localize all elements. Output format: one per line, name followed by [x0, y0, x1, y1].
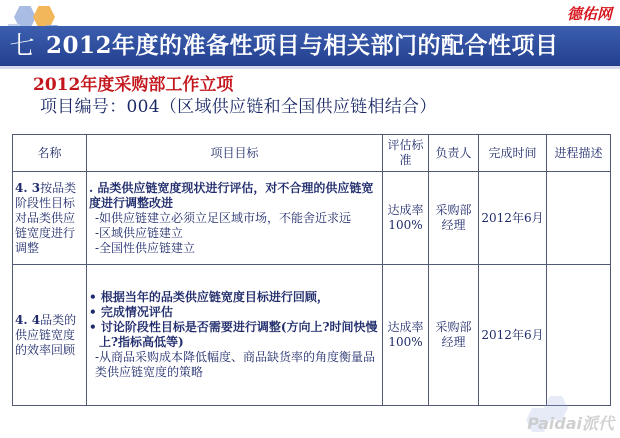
header-goal: 项目目标: [87, 135, 383, 172]
header-name: 名称: [13, 135, 87, 172]
row-eval: 达成率100%: [383, 172, 429, 265]
row-time: 2012年6月: [479, 172, 547, 265]
row-number: 4. 4: [15, 312, 41, 327]
banner-divider: [0, 66, 620, 69]
row-goal: [87, 265, 383, 406]
row-name-text: 品类的供应链宽度的效率回顾: [15, 312, 77, 357]
row-eval: 达成率100%: [383, 265, 429, 406]
row-owner: 采购部经理: [429, 172, 479, 265]
row-number: 4. 3: [15, 180, 41, 195]
decorative-hexagon: [33, 6, 55, 28]
header-progress: 进程描述: [547, 135, 611, 172]
header-owner: 负责人: [429, 135, 479, 172]
watermark: Paidai派代: [527, 414, 614, 433]
row-progress: [547, 172, 611, 265]
goal-main: . 品类供应链宽度现状进行评估，对不合理的供应链宽度进行调整改进: [89, 180, 374, 210]
goal-sub: -全国性供应链建立: [95, 240, 196, 255]
row-name: [13, 265, 87, 406]
table-row: [13, 172, 611, 265]
goal-sub: -从商品采购成本降低幅度、商品缺货率的角度衡量品类供应链宽度的策略: [95, 350, 376, 379]
goal-bullet: • 讨论阶段性目标是否需要进行调整(方向上?时间快慢上?指标高低等): [89, 320, 378, 349]
section-number: 七: [9, 31, 35, 60]
goal-bullet: • 完成情况评估: [89, 305, 173, 319]
table-row: [13, 265, 611, 406]
row-name: [13, 172, 87, 265]
goal-sub: -区域供应链建立: [95, 225, 184, 240]
row-time: 2012年6月: [479, 265, 547, 406]
goal-sub: -如供应链建立必须立足区域市场，不能舍近求远: [95, 210, 352, 225]
brand-logo: 德佑网: [566, 5, 612, 23]
row-name-text: 按品类阶段性目标对品类供应链宽度进行调整: [15, 180, 77, 255]
header-time: 完成时间: [479, 135, 547, 172]
header-eval: 评估标准: [383, 135, 429, 172]
section-subtitle: 2012年度采购部工作立项: [33, 75, 234, 95]
slide-title: 2012年度的准备性项目与相关部门的配合性项目: [46, 32, 559, 59]
row-goal: [87, 172, 383, 265]
goal-bullet: • 根据当年的品类供应链宽度目标进行回顾，: [89, 290, 329, 304]
row-progress: [547, 265, 611, 406]
project-table: [12, 134, 611, 406]
row-owner: 采购部经理: [429, 265, 479, 406]
table-header-row: [13, 135, 611, 172]
project-number: 项目编号：004（区域供应链和全国供应链相结合）: [40, 97, 437, 117]
